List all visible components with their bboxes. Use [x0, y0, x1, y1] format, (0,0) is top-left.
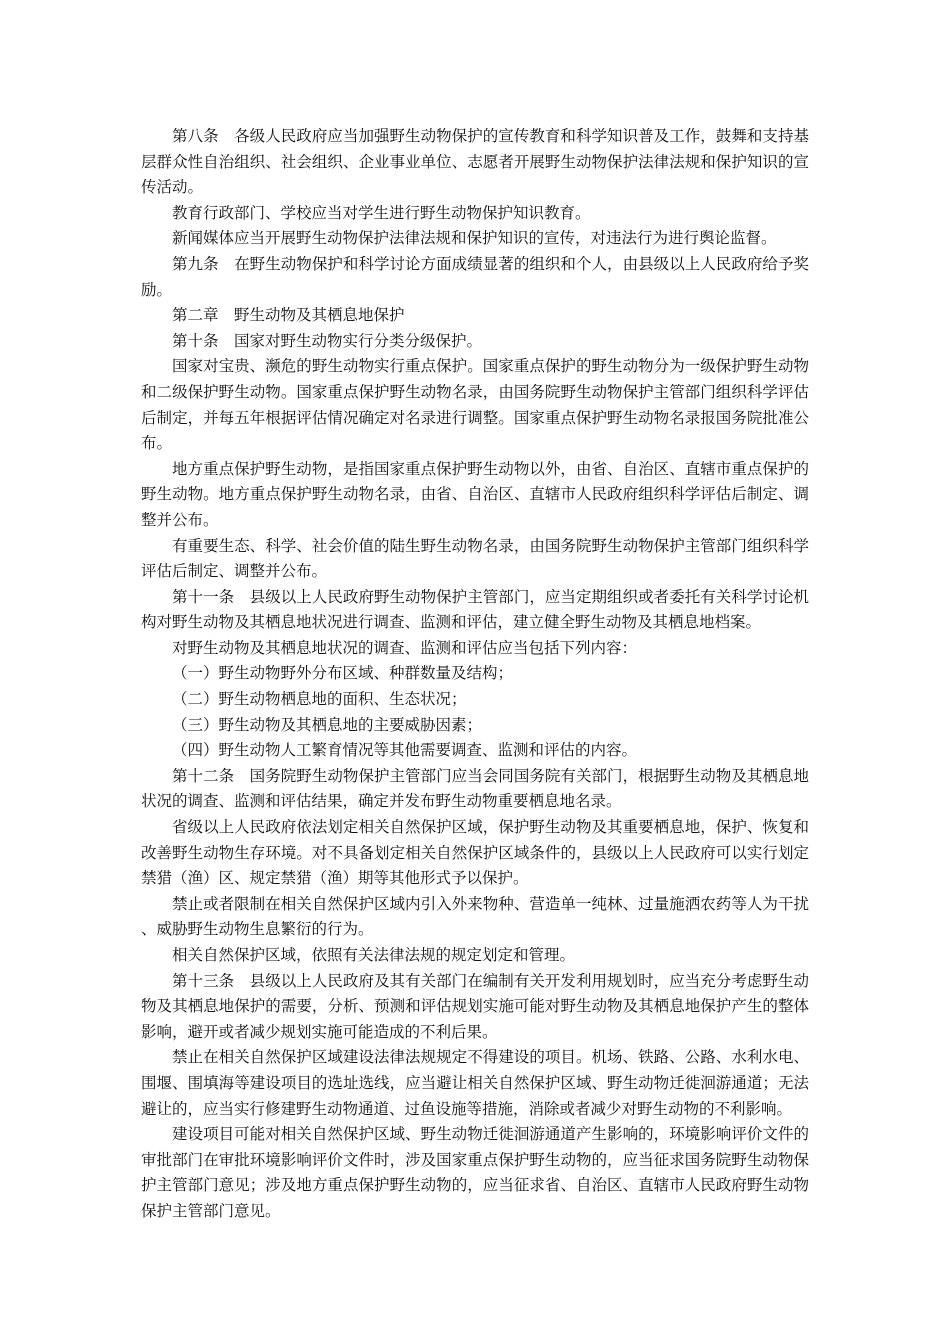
paragraph: 国家对宝贵、濒危的野生动物实行重点保护。国家重点保护的野生动物分为一级保护野生动物和二级保护野生动物。国家重点保护野生动物名录，由国务院野生动物保护主管部门组织科学评估后制定，并每五年根据评估情况确定对名录进行调整。国家重点保护野生动物名录报国务院批准公布。	[141, 357, 809, 453]
paragraph-article-12: 第十二条 国务院野生动物保护主管部门应当会同国务院有关部门，根据野生动物及其栖息地状况的调查、监测和评估结果，确定并发布野生动物重要栖息地名录。	[141, 766, 809, 811]
paragraph-article-13: 第十三条 县级以上人民政府及其有关部门在编制有关开发利用规划时，应当充分考虑野生动物及其栖息地保护的需要，分析、预测和评估规划实施可能对野生动物及其栖息地保护产生的整体影响，避开或者减少规划实施可能造成的不利后果。	[141, 971, 809, 1041]
paragraph-article-9: 第九条 在野生动物保护和科学讨论方面成绩显著的组织和个人，由县级以上人民政府给予奖励。	[141, 254, 809, 299]
list-item: （一）野生动物野外分布区域、种群数量及结构；	[172, 664, 514, 683]
paragraph-article-8: 第八条 各级人民政府应当加强野生动物保护的宣传教育和科学知识普及工作，鼓舞和支持基层群众性自治组织、社会组织、企业事业单位、志愿者开展野生动物保护法律法规和保护知识的宣传活动。	[141, 127, 809, 197]
list-item: （四）野生动物人工繁育情况等其他需要调查、监测和评估的内容。	[172, 741, 638, 760]
paragraph: 新闻媒体应当开展野生动物保护法律法规和保护知识的宣传，对违法行为进行舆论监督。	[172, 229, 777, 248]
paragraph: 禁止在相关自然保护区域建设法律法规规定不得建设的项目。机场、铁路、公路、水利水电、围堰、围填海等建设项目的选址选线，应当避让相关自然保护区域、野生动物迁徙洄游通道；无法避让的，应当实行修建野生动物通道、过鱼设施等措施，消除或者减少对野生动物的不利影响。	[141, 1048, 809, 1118]
paragraph: 对野生动物及其栖息地状况的调查、监测和评估应当包括下列内容：	[172, 638, 638, 657]
paragraph: 教育行政部门、学校应当对学生进行野生动物保护知识教育。	[172, 203, 591, 222]
paragraph: 禁止或者限制在相关自然保护区域内引入外来物种、营造单一纯林、过量施洒农药等人为干扰、威胁野生动物生息繁衍的行为。	[141, 894, 809, 939]
paragraph: 地方重点保护野生动物，是指国家重点保护野生动物以外，由省、自治区、直辖市重点保护的野生动物。地方重点保护野生动物名录，由省、自治区、直辖市人民政府组织科学评估后制定、调整并公布。	[141, 459, 809, 529]
document-body	[141, 124, 809, 1225]
paragraph: 相关自然保护区域，依照有关法律法规的规定划定和管理。	[172, 946, 576, 964]
paragraph: 有重要生态、科学、社会价值的陆生野生动物名录，由国务院野生动物保护主管部门组织科学评估后制定、调整并公布。	[141, 536, 809, 581]
paragraph-article-10: 第十条 国家对野生动物实行分类分级保护。	[172, 331, 483, 350]
list-item: （三）野生动物及其栖息地的主要威胁因素；	[172, 715, 483, 734]
chapter-heading: 第二章 野生动物及其栖息地保护	[172, 306, 405, 325]
paragraph-article-11: 第十一条 县级以上人民政府野生动物保护主管部门，应当定期组织或者委托有关科学讨论机构对野生动物及其栖息地状况进行调查、监测和评估，建立健全野生动物及其栖息地档案。	[141, 587, 809, 632]
list-item: （二）野生动物栖息地的面积、生态状况；	[172, 690, 467, 709]
paragraph: 建设项目可能对相关自然保护区域、野生动物迁徙洄游通道产生影响的，环境影响评价文件的审批部门在审批环境影响评价文件时，涉及国家重点保护野生动物的，应当征求国务院野生动物保护主管部门意见；涉及地方重点保护野生动物的，应当征求省、自治区、直辖市人民政府野生动物保护主管部门意见。	[141, 1125, 809, 1220]
paragraph: 省级以上人民政府依法划定相关自然保护区域，保护野生动物及其重要栖息地，保护、恢复和改善野生动物生存环境。对不具备划定相关自然保护区域条件的，县级以上人民政府可以实行划定禁猎（渔）区、规定禁猎（渔）期等其他形式予以保护。	[141, 818, 809, 888]
